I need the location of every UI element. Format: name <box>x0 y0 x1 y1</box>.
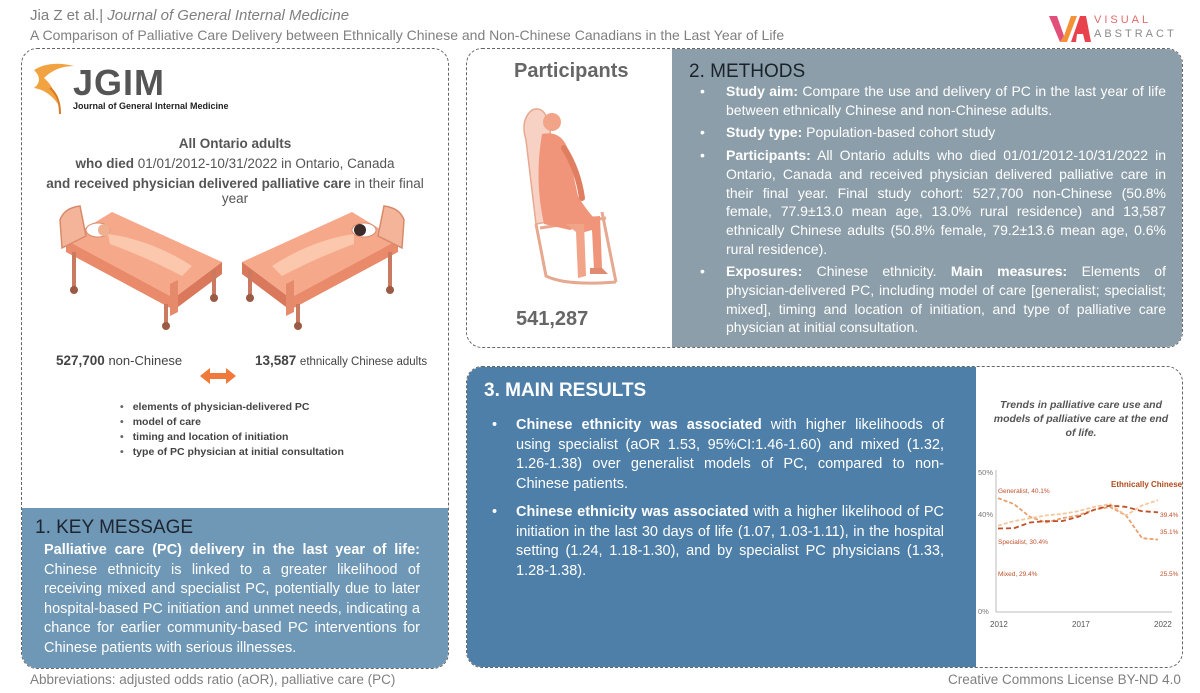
header-citation <box>30 7 349 24</box>
trend-chart <box>976 460 1182 632</box>
list-item: • model of care <box>120 415 344 430</box>
methods-list <box>700 82 1166 341</box>
participants-title: Participants <box>514 60 629 82</box>
methods-participants: • Participants: All Ontario adults who died 01/01/2012-10/31/2022 in Ontario, Canada and received physician delivered palliative care in their final year. Final study cohort: 527,700 non-Chinese (50.8% female, 77.9±13.0 mean age, 13.0% rural residence) and 13,587 ethnically Chinese adults (50.8% female, 79.2±13.6 mean age, 0.6% rural residence). <box>700 146 1166 258</box>
header-journal: Journal of General Internal Medicine <box>107 7 350 24</box>
results-title: 3. MAIN RESULTS <box>484 380 647 401</box>
hospital-bed-non-chinese-illustration <box>52 200 228 332</box>
mixed-series-line <box>998 506 1158 529</box>
list-item: • timing and location of initiation <box>120 430 344 445</box>
generalist-start-label: Generalist, 40.1% <box>998 488 1050 495</box>
intro-line-2: who died 01/01/2012-10/31/2022 in Ontario, Canada <box>75 156 395 171</box>
chart-title: Trends in palliative care use and models of palliative care at the end of life. <box>993 399 1169 439</box>
chinese-group-label: 13,587 ethnically Chinese adults <box>255 353 428 368</box>
non-chinese-group-label: 527,700 non-Chinese <box>56 353 183 368</box>
intro-line-1: All Ontario adults <box>178 136 292 151</box>
specialist-end-label: 39.4% <box>1160 512 1179 519</box>
key-message-title: 1. KEY MESSAGE <box>35 517 194 538</box>
logo-line-abstract: ABSTRACT <box>1094 28 1177 40</box>
seated-person-illustration <box>506 100 632 296</box>
footer-abbreviations: Abbreviations: adjusted odds ratio (aOR), palliative care (PC) <box>30 672 396 687</box>
chart-xtick: 2012 <box>990 620 1008 629</box>
result-item-1: • Chinese ethnicity was associated with higher likelihoods of using specialist (aOR 1.53, 95%CI:1.46-1.60) and mixed (1.32, 1.26-1.38) over generalist models of PC, compared to non-Chinese patients. <box>492 416 944 494</box>
key-message-text: Palliative care (PC) delivery in the last year of life: Chinese ethnicity is linked to a greater likelihood of receiving mixed and specialist PC, potentially due to later hospital-based PC initiation and unmet needs, indicating a chance for earlier community-based PC interventions for Chinese patients with serious illnesses. <box>44 542 420 656</box>
methods-type: • Study type: Population-based cohort study <box>700 123 1166 142</box>
chart-ytick: 40% <box>978 510 994 519</box>
chart-ytick: 50% <box>978 468 994 477</box>
hospital-bed-chinese-illustration <box>236 200 412 332</box>
results-list <box>492 416 944 590</box>
visual-abstract-logo-icon <box>1049 14 1091 44</box>
chart-xtick: 2017 <box>1072 620 1090 629</box>
methods-exposures: • Exposures: Chinese ethnicity. Main measures: Elements of physician-delivered PC, including model of care [generalist; specialist; mixed], timing and location of initiation, and type of palliative care physician at initial consultation. <box>700 262 1166 337</box>
specialist-series-line <box>998 500 1158 526</box>
generalist-end-label: 25.5% <box>1160 571 1179 578</box>
result-item-2: • Chinese ethnicity was associated with a higher likelihood of PC initiation in the last 30 days of life (1.07, 1.03-1.11), in the hospital setting (1.24, 1.18-1.30), and by specialist PC physicians (1.33, 1.28-1.38). <box>492 503 944 581</box>
jgim-logo-subtitle: Journal of General Internal Medicine <box>73 101 229 111</box>
participants-count: 541,287 <box>516 308 589 330</box>
footer-license: Creative Commons License BY-ND 4.0 <box>948 672 1181 687</box>
list-item: • type of PC physician at initial consultation <box>120 445 344 460</box>
double-arrow-icon <box>200 368 236 384</box>
logo-line-visual: VISUAL <box>1094 14 1152 26</box>
header-authors: Jia Z et al.| <box>30 7 104 24</box>
intro-line-3: and received physician delivered palliative care in their final year <box>46 176 424 206</box>
measure-list <box>120 400 344 460</box>
methods-aim: • Study aim: Compare the use and delivery of PC in the last year of life between ethnically Chinese and non-Chinese adults. <box>700 82 1166 119</box>
mixed-end-label: 35.1% <box>1160 529 1179 536</box>
specialist-start-label: Specialist, 30.4% <box>998 539 1048 546</box>
methods-title: 2. METHODS <box>689 61 806 82</box>
chart-series-group <box>998 498 1158 539</box>
chart-xtick: 2022 <box>1154 620 1172 629</box>
list-item: • elements of physician-delivered PC <box>120 400 344 415</box>
chart-ytick: 0% <box>978 607 989 616</box>
mixed-start-label: Mixed, 29.4% <box>998 571 1038 578</box>
jgim-logo-text: JGIM <box>73 62 166 103</box>
header-title: A Comparison of Palliative Care Delivery between Ethnically Chinese and Non-Chinese Canadians in the Last Year of Life <box>30 27 785 43</box>
chart-legend-title: Ethnically Chinese <box>1111 480 1182 489</box>
